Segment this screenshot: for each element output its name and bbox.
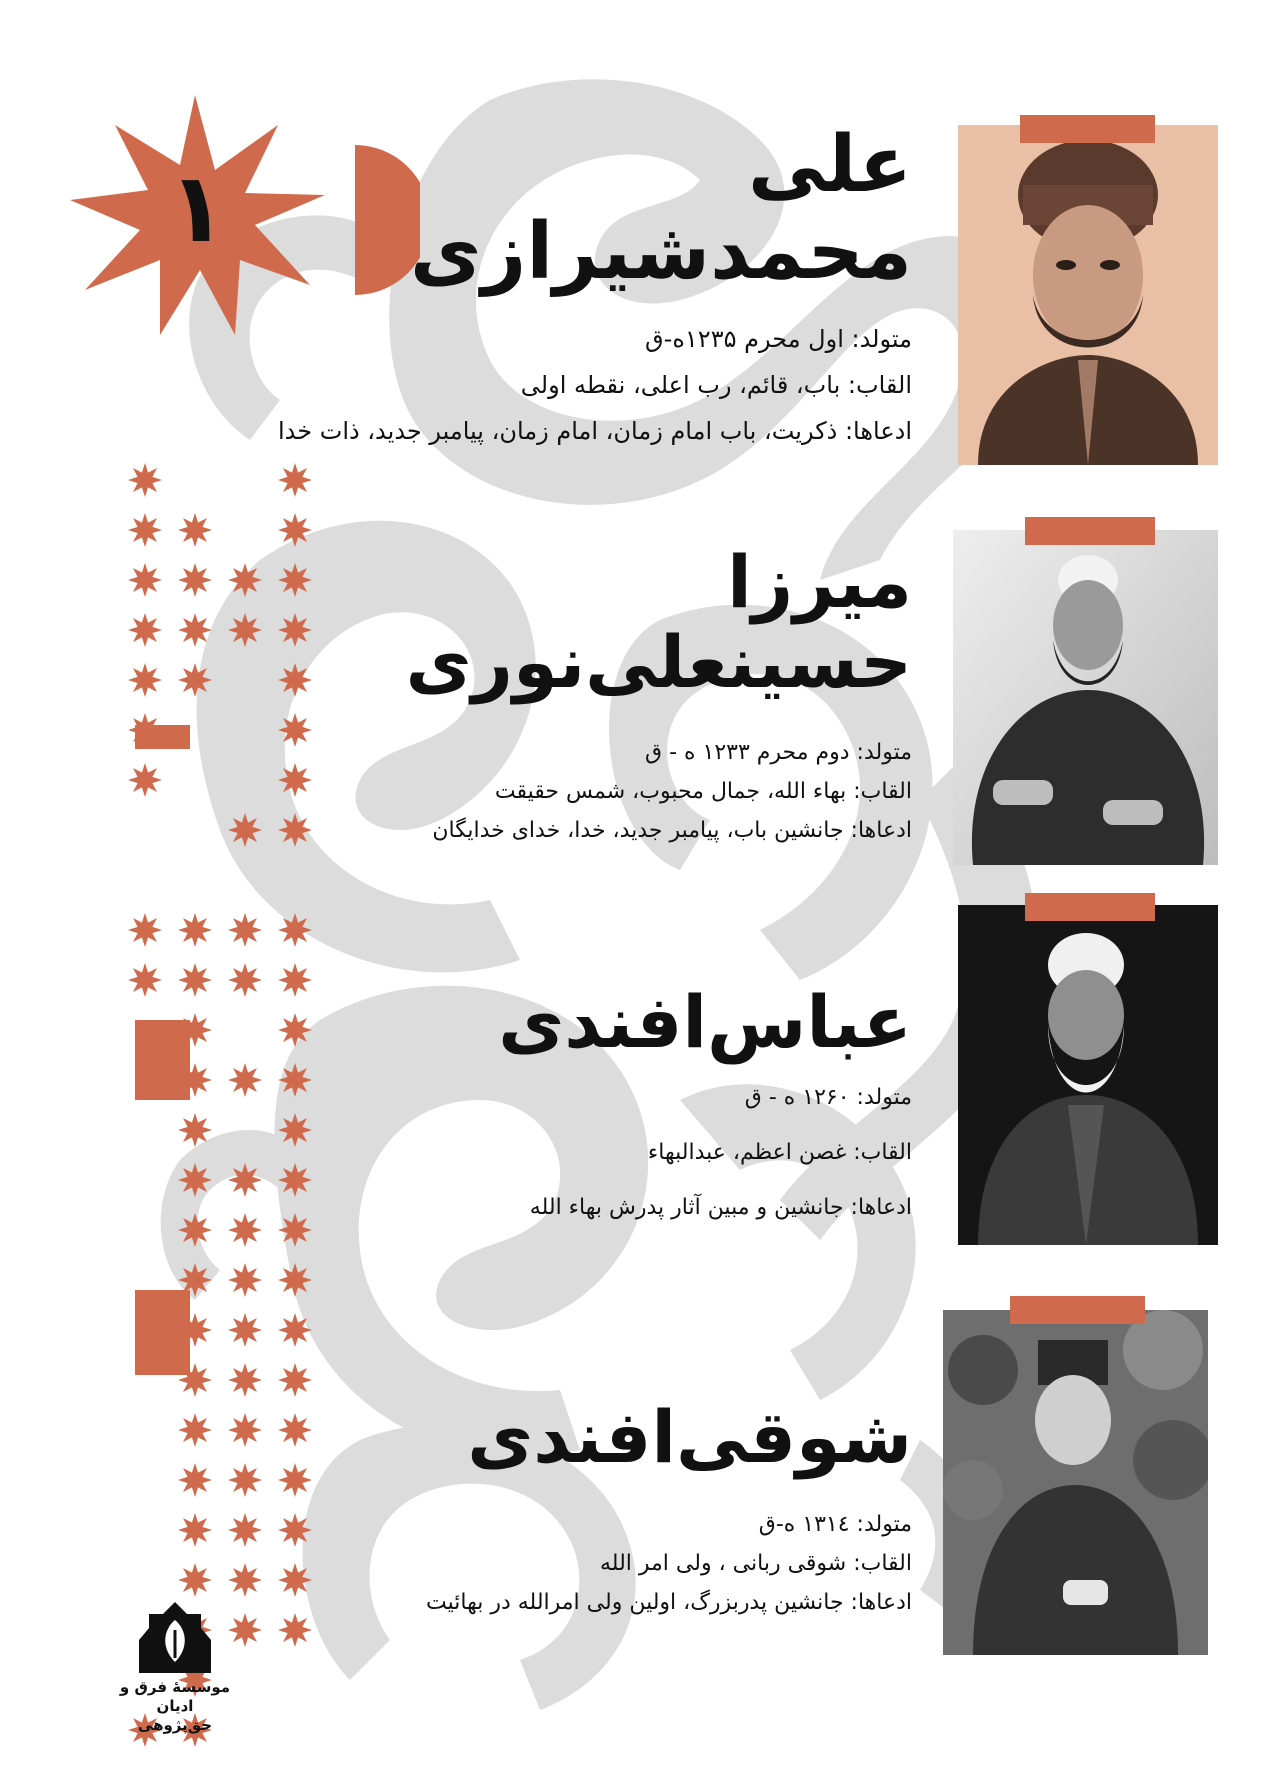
decorative-star (178, 1563, 212, 1597)
decorative-star (228, 1613, 262, 1647)
decorative-star (178, 913, 212, 947)
decorative-star (178, 1213, 212, 1247)
decorative-star (228, 913, 262, 947)
portrait-3-tab (1025, 893, 1155, 921)
portrait-3-frame (958, 905, 1218, 1245)
decorative-star (178, 963, 212, 997)
decorative-star (178, 1513, 212, 1547)
person-4-titles: القاب: شوقی ربانی ، ولی امر الله (600, 1551, 912, 1576)
decorative-star (228, 1313, 262, 1347)
person-3-born: متولد: ۱۲۶۰ ه - ق (744, 1085, 912, 1110)
person-1-name-line1: علی (747, 120, 912, 210)
decorative-star (278, 1563, 312, 1597)
decorative-star (278, 713, 312, 747)
decorative-star (228, 1513, 262, 1547)
person-3-name: عباس‌افندی (498, 980, 912, 1064)
person-1-claims: ادعاها: ذکریت، باب امام زمان، امام زمان، پیامبر جدید، ذات خدا (278, 417, 912, 445)
person-1-info (278, 325, 912, 445)
decorative-star (278, 1313, 312, 1347)
decorative-star (128, 963, 162, 997)
page-number: ١ (168, 152, 227, 264)
decorative-star-pattern (100, 460, 350, 1770)
person-1-titles: القاب: باب، قائم، رب اعلی، نقطه اولی (520, 371, 912, 399)
decorative-bar (135, 1020, 190, 1100)
decorative-star (278, 463, 312, 497)
institute-name (100, 1678, 250, 1734)
person-4-claims: ادعاها: جانشین پدربزرگ، اولین ولی امرالله در بهائیت (426, 1590, 912, 1615)
decorative-star (228, 1463, 262, 1497)
decorative-star (278, 813, 312, 847)
decorative-star (228, 613, 262, 647)
decorative-star (128, 463, 162, 497)
portrait-4-frame (943, 1310, 1208, 1655)
person-3-claims: ادعاها: جانشین و مبین آثار پدرش بهاء الله (529, 1195, 912, 1220)
portrait-mirza-hossein-ali-nouri (953, 530, 1218, 865)
decorative-star (278, 913, 312, 947)
decorative-star (278, 1063, 312, 1097)
decorative-star (128, 663, 162, 697)
decorative-star (178, 663, 212, 697)
portrait-4-tab (1010, 1296, 1145, 1324)
portrait-2-tab (1025, 517, 1155, 545)
portrait-abbas-effendi (958, 905, 1218, 1245)
decorative-star (278, 1113, 312, 1147)
decorative-star (278, 1263, 312, 1297)
institute-emblem-icon (135, 1600, 215, 1675)
decorative-star (178, 1163, 212, 1197)
decorative-star (228, 1163, 262, 1197)
decorative-star (278, 513, 312, 547)
decorative-bar (135, 1290, 190, 1375)
person-4-name: شوقی‌افندی (467, 1395, 912, 1479)
decorative-star (228, 1413, 262, 1447)
decorative-star (278, 1163, 312, 1197)
number-starburst-emblem (60, 85, 420, 345)
decorative-star (128, 763, 162, 797)
person-4-info (426, 1512, 912, 1615)
decorative-star (228, 813, 262, 847)
decorative-star (278, 613, 312, 647)
decorative-star (178, 1113, 212, 1147)
portrait-shoghi-effendi (943, 1310, 1208, 1655)
decorative-star (128, 563, 162, 597)
person-3-info (530, 1085, 912, 1220)
decorative-star (278, 563, 312, 597)
decorative-star (228, 1063, 262, 1097)
decorative-star (228, 563, 262, 597)
decorative-star (178, 563, 212, 597)
decorative-star (178, 1413, 212, 1447)
person-1-name-line2: محمدشیرازی (409, 207, 912, 297)
person-2-titles: القاب: بهاء الله، جمال محبوب، شمس حقیقت (494, 779, 912, 804)
decorative-star (278, 1463, 312, 1497)
decorative-star (278, 1013, 312, 1047)
person-2-info (432, 740, 912, 843)
person-4-born: متولد: ۱۳۱٤ ه-ق (758, 1512, 912, 1537)
decorative-star (228, 1363, 262, 1397)
decorative-bar (135, 725, 190, 749)
decorative-star (278, 1613, 312, 1647)
institute-name-line1: موسسهٔ فرق و ادیان (119, 1678, 231, 1715)
person-1-born: متولد: اول محرم ۱۲۳۵ه-ق (645, 325, 912, 353)
decorative-star (228, 1213, 262, 1247)
portrait-1-tab (1020, 115, 1155, 143)
decorative-star (128, 913, 162, 947)
decorative-star (278, 663, 312, 697)
decorative-star (278, 1513, 312, 1547)
person-2-name-line2: حسینعلی‌نوری (405, 620, 912, 704)
portrait-ali-mohammad-shirazi (958, 125, 1218, 465)
decorative-star (278, 763, 312, 797)
person-2-claims: ادعاها: جانشین باب، پیامبر جدید، خدا، خدای خدایگان (432, 818, 912, 843)
decorative-star (228, 1563, 262, 1597)
decorative-star (128, 613, 162, 647)
portrait-1-frame (958, 125, 1218, 465)
decorative-star (178, 1463, 212, 1497)
institute-name-line2: حق‌پژوهی (137, 1715, 213, 1734)
decorative-star (278, 963, 312, 997)
portrait-2-frame (953, 530, 1218, 865)
decorative-star (278, 1363, 312, 1397)
decorative-star (178, 613, 212, 647)
decorative-star (178, 513, 212, 547)
decorative-star (228, 1263, 262, 1297)
decorative-star (278, 1213, 312, 1247)
decorative-star (228, 963, 262, 997)
decorative-star (128, 513, 162, 547)
person-3-titles: القاب: غصن اعظم، عبدالبهاء (647, 1140, 912, 1165)
decorative-star (278, 1413, 312, 1447)
person-2-name-line1: میرزا (727, 540, 912, 624)
person-2-born: متولد: دوم محرم ۱۲۳۳ ه - ق (645, 740, 912, 765)
